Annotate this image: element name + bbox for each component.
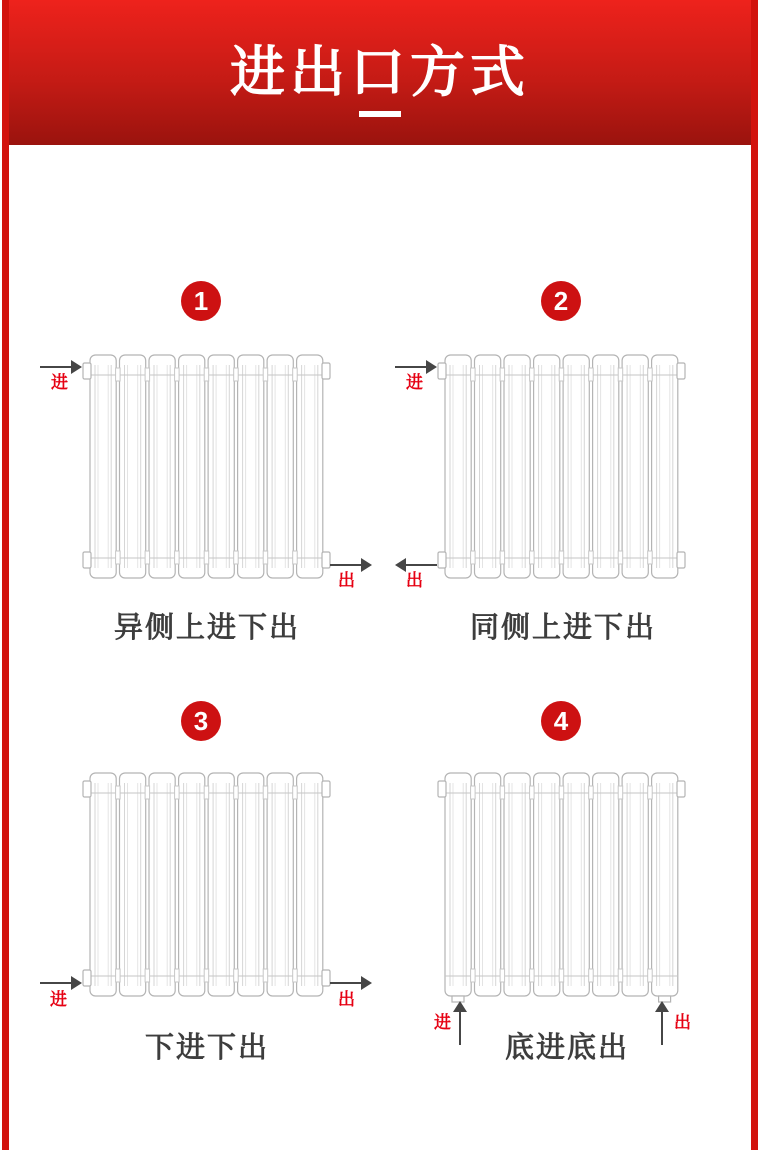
diagram-2-caption: 同侧上进下出 — [469, 612, 656, 644]
diagram-3-caption: 下进下出 — [144, 1032, 269, 1064]
left-red-border — [2, 0, 9, 1150]
diagram-3-radiator-graphic — [82, 771, 331, 1003]
diagram-2-radiator-graphic — [437, 353, 686, 585]
diagram-4-outlet-label: 出 — [674, 1013, 691, 1032]
diagram-4-inlet-label: 进 — [434, 1013, 451, 1032]
section-header — [9, 0, 751, 145]
diagram-2-outlet-arrow-icon — [395, 558, 437, 572]
diagram-1-outlet-label: 出 — [338, 571, 355, 590]
diagram-3-outlet-arrow-icon — [330, 976, 372, 990]
diagram-3-inlet-arrow-icon — [40, 976, 82, 990]
diagram-3-outlet-label: 出 — [338, 990, 355, 1009]
diagram-3-badge: 3 — [181, 701, 221, 741]
diagram-1-inlet-label: 进 — [51, 373, 68, 392]
title-underline-dash — [359, 111, 401, 117]
right-red-border — [751, 0, 758, 1150]
section-title: 进出口方式 — [229, 41, 530, 103]
diagram-2-outlet-label: 出 — [406, 571, 423, 590]
diagram-1-outlet-arrow-icon — [330, 558, 372, 572]
diagram-4-caption: 底进底出 — [504, 1032, 629, 1064]
diagram-1-badge: 1 — [181, 281, 221, 321]
diagram-2-inlet-label: 进 — [406, 373, 423, 392]
diagram-1-inlet-arrow-icon — [40, 360, 82, 374]
diagram-1-caption: 异侧上进下出 — [113, 612, 300, 644]
diagram-3-inlet-label: 进 — [50, 990, 67, 1009]
diagram-2-badge: 2 — [541, 281, 581, 321]
diagram-4-radiator-graphic — [437, 771, 686, 1003]
diagram-2-inlet-arrow-icon — [395, 360, 437, 374]
diagram-4-badge: 4 — [541, 701, 581, 741]
diagram-1-radiator-graphic — [82, 353, 331, 585]
